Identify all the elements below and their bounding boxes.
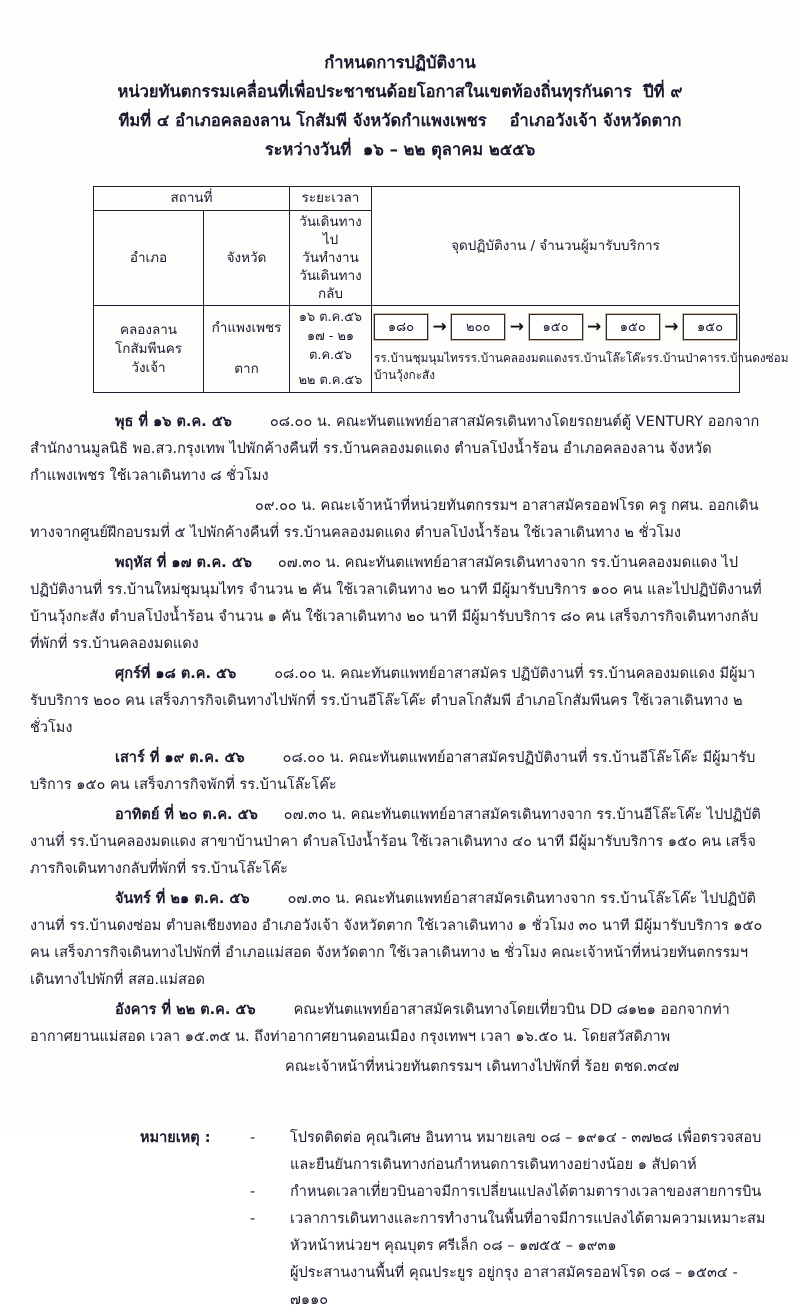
note-text — [290, 1206, 770, 1314]
day-paragraph-wed16-entry2 — [30, 493, 770, 547]
day-entry: ๐๘.๐๐ น. คณะทันตแพทย์อาสาสมัครปฏิบัติงานที่ รร.บ้านอีโล๊ะโค๊ะ มีผู้มารับบริการ ๑๕๐ คน เสร็จภารกิจพักที่ รร.บ้านโล๊ะโค๊ะ — [30, 750, 756, 793]
station-label-3: รร.บ้านโล๊ะโค๊ะ — [567, 351, 647, 365]
cell-dates — [290, 306, 372, 393]
note-3-line-2: หัวหน้าหน่วยฯ คุณบุตร ศรีเล็ก ๐๘ – ๑๗๕๕ – ๑๙๓๑ — [290, 1238, 617, 1254]
day-label: เสาร์ ที่ ๑๙ ต.ค. ๕๖ — [115, 750, 245, 766]
arrow-right-icon: → — [432, 316, 447, 337]
count-box-5: ๑๕๐ — [683, 314, 737, 340]
note-1-line-1: โปรดติดต่อ คุณวิเศษ อินทาน หมายเลข ๐๘ – ๑๙๑๔ - ๓๗๒๘ เพื่อตรวจสอบ — [290, 1130, 762, 1146]
header-travel-return: วันเดินทางกลับ — [299, 268, 362, 302]
count-box-4: ๑๕๐ — [606, 314, 660, 340]
day-entry: ๐๘.๐๐ น. คณะทันตแพทย์อาสาสมัครเดินทางโดยรถยนต์ตู้ VENTURY ออกจากสำนักงานมูลนิธิ พอ.สว.กรุงเทพ ไปพักค้างคืนที่ รร.บ้านคลองมดแดง ตำบลโป่งน้ำร้อน อำเภอคลองลาน จังหวัดกำแพงเพชร ใช้เวลาเดินทาง ๘ ชั่วโมง — [30, 414, 760, 484]
header-amphoe: อำเภอ — [94, 211, 204, 306]
province-bottom: ตาก — [234, 361, 259, 377]
station-label-1-line1: รร.บ้านชุมนุมไทร — [374, 351, 465, 365]
title-subtitle-team: ทีมที่ ๔ อำเภอคลองลาน โกสัมพี จังหวัดกำแพงเพชร อำเภอวังเจ้า จังหวัดตาก — [118, 111, 682, 130]
day-label: พฤหัส ที่ ๑๗ ต.ค. ๕๖ — [115, 555, 252, 571]
date-work: ๑๗ - ๒๑ ต.ค.๕๖ — [306, 329, 355, 363]
header-points: จุดปฏิบัติงาน / จำนวนผู้มารับบริการ — [372, 187, 740, 306]
header-work-days: วันทำงาน — [302, 250, 359, 266]
summary-table-wrap — [93, 186, 789, 393]
day-entry: คณะทันตแพทย์อาสาสมัครเดินทางโดยเที่ยวบิน DD ๘๑๒๑ ออกจากท่าอากาศยานแม่สอด เวลา ๑๕.๓๕ น. ถึงท่าอากาศยานดอนเมือง กรุงเทพฯ เวลา ๑๖.๕๐ น. โดยสวัสดิภาพ — [30, 1002, 730, 1045]
header-province: จังหวัด — [204, 211, 290, 306]
day-entry: ๐๗.๓๐ น. คณะทันตแพทย์อาสาสมัครเดินทางจาก รร.บ้านโล๊ะโค๊ะ ไปปฏิบัติงานที่ รร.บ้านดงซ่อม ตำบลเชียงทอง อำเภอวังเจ้า จังหวัดตาก ใช้เวลาเดินทาง ๑ ชั่วโมง ๓๐ นาที มีผู้มารับบริการ ๑๕๐ คน เสร็จภารกิจเดินทางไปพักที่ อำเภอแม่สอด จังหวัดตาก ใช้เวลาเดินทาง ๒ ชั่วโมง คณะเจ้าหน้าที่หน่วยทันตกรรมฯ เดินทางไปพักที่ สสอ.แม่สอด — [30, 891, 763, 988]
header-travel-go: วันเดินทางไป — [299, 214, 362, 248]
note-text — [290, 1179, 770, 1206]
date-go: ๑๖ ต.ค.๕๖ — [298, 310, 363, 325]
day-label: พุธ ที่ ๑๖ ต.ค. ๕๖ — [115, 414, 232, 430]
day-entry: ๐๙.๐๐ น. คณะเจ้าหน้าที่หน่วยทันตกรรมฯ อาสาสมัครออฟโรด ครู กศน. ออกเดินทางจากศูนย์ฝึกอบรมที่ ๕ ไปพักค้างคืนที่ รร.บ้านคลองมดแดง ตำบลโป่งน้ำร้อน ใช้เวลาเดินทาง ๒ ชั่วโมง — [30, 498, 759, 541]
amphoe-3: วังเจ้า — [131, 359, 166, 376]
note-bullet: - — [250, 1184, 256, 1200]
amphoe-2: โกสัมพีนคร — [115, 340, 182, 357]
day-paragraph-wed16 — [30, 409, 770, 490]
cell-province — [204, 306, 290, 393]
arrow-right-icon: → — [509, 316, 524, 337]
amphoe-1: คลองลาน — [119, 321, 178, 338]
day-paragraph-sun20 — [30, 802, 770, 883]
note-bullet: - — [250, 1130, 256, 1146]
flow-labels-row — [374, 350, 789, 384]
arrow-right-icon: → — [664, 316, 679, 337]
note-row-2 — [30, 1179, 770, 1206]
note-text — [290, 1125, 770, 1179]
day-paragraph-thu17 — [30, 550, 770, 658]
note-row-1 — [30, 1125, 770, 1179]
date-return: ๒๒ ต.ค.๕๖ — [298, 373, 363, 388]
notes-heading: หมายเหตุ : — [140, 1130, 211, 1146]
title-date-range: ระหว่างวันที่ ๑๖ – ๒๒ ตุลาคม ๒๕๕๖ — [264, 140, 536, 159]
count-box-2: ๒๐๐ — [451, 314, 505, 340]
table-header-row-1 — [94, 187, 740, 211]
day-paragraph-sat19 — [30, 745, 770, 799]
day-label: ศุกร์ที่ ๑๘ ต.ค. ๕๖ — [115, 666, 237, 682]
station-label-5: รร.บ้านดงซ่อม — [713, 351, 789, 365]
cell-flow — [372, 306, 789, 393]
header-duration: ระยะเวลา — [290, 187, 372, 211]
day-label: อาทิตย์ ที่ ๒๐ ต.ค. ๕๖ — [115, 807, 258, 823]
day-paragraph-tue22-extra — [30, 1054, 770, 1081]
note-3-line-3: ผู้ประสานงานพื้นที่ คุณประยูร อยู่กรุง อาสาสมัครออฟโรด ๐๘ – ๑๕๓๔ - ๗๑๑๐ — [290, 1265, 738, 1308]
day-paragraph-tue22 — [30, 997, 770, 1051]
arrow-right-icon: → — [587, 316, 602, 337]
notes-section — [30, 1125, 770, 1314]
header-duration-sub — [290, 211, 372, 306]
notes-heading-spacer — [140, 1179, 250, 1206]
day-entry: ๐๘.๐๐ น. คณะทันตแพทย์อาสาสมัคร ปฏิบัติงานที่ รร.บ้านคลองมดแดง มีผู้มารับบริการ ๒๐๐ คน เสร็จภารกิจเดินทางไปพักที่ รร.บ้านอีโล๊ะโค๊ะ ตำบลโกสัมพี อำเภอโกสัมพีนคร ใช้เวลาเดินทาง ๒ ชั่วโมง — [30, 666, 756, 736]
note-row-3 — [30, 1206, 770, 1314]
flow-boxes-row — [374, 314, 737, 340]
document-title: กำหนดการปฏิบัติงาน — [324, 53, 476, 72]
station-label-1-line2: บ้านวุ้งกะสัง — [374, 368, 436, 382]
day-entry: คณะเจ้าหน้าที่หน่วยทันตกรรมฯ เดินทางไปพักที่ ร้อย ตชด.๓๔๗ — [285, 1059, 680, 1075]
note-3-line-1: เวลาการเดินทางและการทำงานในพื้นที่อาจมีการแปลงได้ตามความเหมาะสม — [290, 1211, 766, 1227]
day-paragraph-fri18 — [30, 661, 770, 742]
note-2-line-1: กำหนดเวลาเที่ยวบินอาจมีการเปลี่ยนแปลงได้ตามตารางเวลาของสายการบิน — [290, 1184, 762, 1200]
title-block — [30, 48, 770, 164]
summary-table — [93, 186, 789, 393]
note-1-line-2: และยืนยันการเดินทางก่อนกำหนดการเดินทางอย่างน้อย ๑ สัปดาห์ — [290, 1157, 697, 1173]
province-gap — [206, 338, 287, 360]
count-box-3: ๑๕๐ — [529, 314, 583, 340]
province-top: กำแพงเพชร — [211, 320, 282, 336]
table-data-row — [94, 306, 740, 393]
service-flow — [374, 314, 789, 384]
day-label: อังคาร ที่ ๒๒ ต.ค. ๕๖ — [115, 1002, 256, 1018]
day-label: จันทร์ ที่ ๒๑ ต.ค. ๕๖ — [115, 891, 250, 907]
title-subtitle-unit: หน่วยทันตกรรมเคลื่อนที่เพื่อประชาชนด้อยโอกาสในเขตท้องถิ่นทุรกันดาร ปีที่ ๙ — [117, 82, 683, 101]
cell-amphoe — [94, 306, 204, 393]
day-entry: ๐๗.๓๐ น. คณะทันตแพทย์อาสาสมัครเดินทางจาก รร.บ้านคลองมดแดง ไปปฏิบัติงานที่ รร.บ้านใหม่ชุมนุมไทร จำนวน ๒ คัน ใช้เวลาเดินทาง ๒๐ นาที มีผู้มารับบริการ ๑๐๐ คน และไปปฏิบัติงานที่บ้านวุ้งกะสัง ตำบลโป่งน้ำร้อน จำนวน ๑ คัน ใช้เวลาเดินทาง ๒๐ นาที มีผู้มารับบริการ ๘๐ คน เสร็จภารกิจเดินทางกลับที่พักที่ รร.บ้านคลองมดแดง — [30, 555, 762, 652]
count-box-1: ๑๘๐ — [374, 314, 428, 340]
station-label-2: รร.บ้านคลองมดแดง — [464, 351, 568, 365]
station-label-4: รร.บ้านป่าคา — [646, 351, 714, 365]
station-label-1 — [374, 350, 464, 384]
notes-heading-spacer — [140, 1206, 250, 1314]
header-place: สถานที่ — [94, 187, 290, 211]
day-paragraph-mon21 — [30, 886, 770, 994]
daily-schedule — [30, 409, 770, 1081]
note-bullet: - — [250, 1211, 256, 1227]
day-entry: ๐๗.๓๐ น. คณะทันตแพทย์อาสาสมัครเดินทางจาก รร.บ้านอีโล๊ะโค๊ะ ไปปฏิบัติงานที่ รร.บ้านคลองมดแดง สาขาบ้านป่าคา ตำบลโป่งน้ำร้อน ใช้เวลาเดินทาง ๔๐ นาที มีผู้มารับบริการ ๑๕๐ คน เสร็จภารกิจเดินทางกลับที่พักที่ รร.บ้านโล๊ะโค๊ะ — [30, 807, 761, 877]
